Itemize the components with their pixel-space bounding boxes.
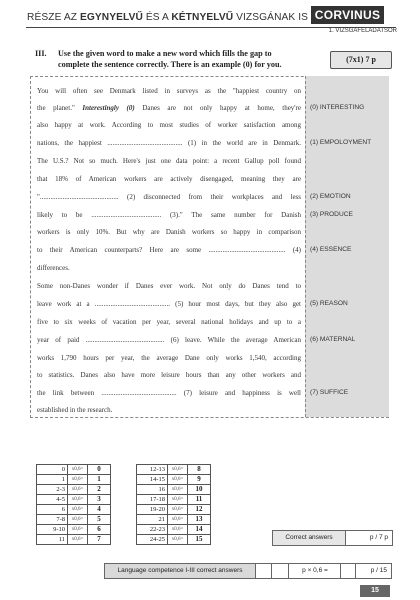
language-competence-box xyxy=(104,563,392,579)
text-line: five to six weeks of vacation per year, several national holidays and up to a xyxy=(37,318,301,326)
given-word: (5) REASON xyxy=(310,300,348,307)
given-word: (6) MATERNAL xyxy=(310,336,356,343)
text-line: Some non-Danes wonder if Danes ever work. Not only do Danes tend to xyxy=(37,282,301,290)
text-line: year of paid ............................................. (6) leave. While the average American xyxy=(37,336,301,344)
text-line: also happy at work. According to most studies of worker satisfaction among xyxy=(37,121,301,129)
correct-answers-field[interactable]: p / 7 p xyxy=(345,531,392,545)
correct-answers-box xyxy=(272,530,393,546)
table-row: 6 x0,6= 4 xyxy=(37,505,111,515)
given-word: (1) EMPOLOYMENT xyxy=(310,139,372,146)
header-title: RÉSZE AZ EGYNYELVŰ ÉS A KÉTNYELVŰ VIZSGÁNAK IS xyxy=(27,12,309,23)
score-input-box[interactable] xyxy=(271,564,289,578)
text-line: nations, the happiest ........................................... (1) in the world are in Denmark. xyxy=(37,139,301,147)
score-table-left xyxy=(36,464,111,545)
text-line: leave work at a ........................................... (5) hour most days, but they also get xyxy=(37,300,301,308)
header-subtitle: 1. VIZSGAFELADATSOR xyxy=(328,28,397,34)
brand-logo: CORVINUS xyxy=(311,6,384,24)
points-badge: (7x1) 7 p xyxy=(330,51,392,69)
score-input-box[interactable] xyxy=(255,564,272,578)
page-number: 15 xyxy=(360,585,390,597)
table-row: 7-8 x0,6= 5 xyxy=(37,515,111,525)
table-row: 19-20 x0,6= 12 xyxy=(137,505,211,515)
given-word: (4) ESSENCE xyxy=(310,246,352,253)
multiplier-formula: p × 0,6 = xyxy=(288,564,341,578)
text-line: to their American counterparts? Here are some ............................................ (4) xyxy=(37,246,301,254)
table-row: 4-5 x0,6= 3 xyxy=(37,495,111,505)
text-line: You will often see Denmark listed in surveys as the "happiest country on xyxy=(37,87,301,95)
text-line: differences. xyxy=(37,264,70,272)
text-line: likely to be ........................................ (3)." The same number for Danish xyxy=(37,211,301,219)
text-line: the link between ........................................... (7) leisure and happiness is well xyxy=(37,389,301,397)
given-word: (2) EMOTION xyxy=(310,193,351,200)
score-input-box[interactable] xyxy=(340,564,356,578)
given-word: (0) INTERESTING xyxy=(310,104,365,111)
text-line: established in the research. xyxy=(37,406,113,414)
table-row: 1 x0,6= 1 xyxy=(37,475,111,485)
table-row: 21 x0,6= 13 xyxy=(137,515,211,525)
given-word: (3) PRODUCE xyxy=(310,211,353,218)
text-line: the planet." Interestingly (0) Danes are not only happy at home, they're xyxy=(37,104,301,112)
table-row: 17-18 x0,6= 11 xyxy=(137,495,211,505)
table-row: 11 x0,6= 7 xyxy=(37,535,111,545)
given-word: (7) SUFFICE xyxy=(310,389,349,396)
table-row: 2-3 x0,6= 2 xyxy=(37,485,111,495)
text-line: to statistics. Danes also have more leisure hours than any other workers and xyxy=(37,371,301,379)
task-number: III. xyxy=(35,49,47,58)
table-row: 22-23 x0,6= 14 xyxy=(137,525,211,535)
correct-answers-label: Correct answers xyxy=(273,531,345,545)
table-row: 14-15 x0,6= 9 xyxy=(137,475,211,485)
text-line: "............................................. (2) disconnected from their workplaces and less xyxy=(37,193,301,201)
instruction-line-1: Use the given word to make a new word which fills the gap to xyxy=(58,49,272,58)
text-line: workers is only 10%. But why are Danish workers so happy in comparison xyxy=(37,228,301,236)
text-line: that 18% of American workers are actively disengaged, meaning they are xyxy=(37,175,301,183)
table-row: 9-10 x0,6= 6 xyxy=(37,525,111,535)
text-line: works 1,790 hours per year, the average Dane only works 1,540, according xyxy=(37,354,301,362)
language-competence-label: Language competence I-III correct answers xyxy=(105,564,255,578)
table-row: 12-13 x0,6= 8 xyxy=(137,465,211,475)
score-table-right xyxy=(136,464,211,545)
text-line: The U.S.? Not so much. Here's just one data point: a recent Gallup poll found xyxy=(37,157,301,165)
table-row: 24-25 x0,6= 15 xyxy=(137,535,211,545)
instruction-line-2: complete the sentence correctly. There is an example (0) for you. xyxy=(58,60,282,69)
task-instruction xyxy=(58,48,296,70)
table-row: 0 x0,6= 0 xyxy=(37,465,111,475)
language-competence-total: p / 15 xyxy=(355,564,391,578)
table-row: 16 x0,6= 10 xyxy=(137,485,211,495)
